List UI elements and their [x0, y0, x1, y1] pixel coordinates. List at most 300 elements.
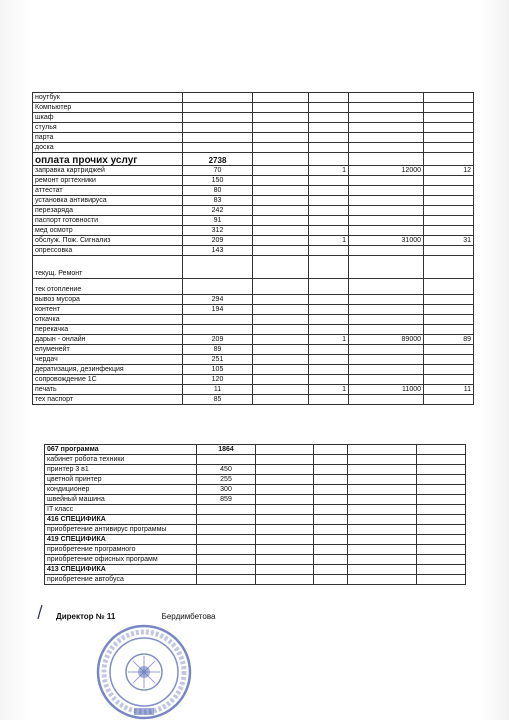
- table-cell: [309, 93, 349, 103]
- table-row: [33, 226, 474, 236]
- table-cell: [424, 143, 474, 153]
- table-cell: [253, 295, 309, 305]
- table-cell: кабинет робота техники: [45, 455, 197, 465]
- table-cell: [349, 375, 424, 385]
- table-cell: [424, 315, 474, 325]
- table-cell: текущ. Ремонт: [33, 256, 183, 279]
- table-cell: [424, 256, 474, 279]
- table-cell: [309, 375, 349, 385]
- table-cell: [349, 113, 424, 123]
- table-cell: [424, 365, 474, 375]
- table-cell: [349, 395, 424, 405]
- table-cell: [424, 153, 474, 166]
- table-cell: 105: [183, 365, 253, 375]
- table-cell: [253, 365, 309, 375]
- table-row: [33, 385, 474, 395]
- table-cell: [197, 555, 256, 565]
- table-cell: [309, 143, 349, 153]
- table-cell: [253, 186, 309, 196]
- table-cell: [197, 565, 256, 575]
- table-cell: [309, 103, 349, 113]
- table-row: [45, 545, 466, 555]
- table-cell: [424, 305, 474, 315]
- table-cell: [424, 103, 474, 113]
- table-cell: [349, 365, 424, 375]
- table-cell: 242: [183, 206, 253, 216]
- table-cell: [314, 535, 348, 545]
- table-cell: 1864: [197, 445, 256, 455]
- table-cell: [417, 495, 466, 505]
- table-row: [45, 515, 466, 525]
- table-cell: [349, 256, 424, 279]
- table-cell: [253, 133, 309, 143]
- table-cell: стулья: [33, 123, 183, 133]
- table-cell: 31000: [349, 236, 424, 246]
- table-cell: [253, 246, 309, 256]
- table-cell: аттестат: [33, 186, 183, 196]
- table-row: [45, 555, 466, 565]
- table-cell: оплата прочих услуг: [33, 153, 183, 166]
- table-cell: перекачка: [33, 325, 183, 335]
- table-cell: приобретение антивирус программы: [45, 525, 197, 535]
- table-cell: [253, 335, 309, 345]
- table-cell: ноутбук: [33, 93, 183, 103]
- table-cell: [309, 133, 349, 143]
- table-cell: печать: [33, 385, 183, 395]
- table-cell: кондиционер: [45, 485, 197, 495]
- table-cell: [253, 305, 309, 315]
- table-cell: 067 программа: [45, 445, 197, 455]
- table-cell: [183, 113, 253, 123]
- table-cell: [348, 515, 417, 525]
- table-cell: 294: [183, 295, 253, 305]
- table-cell: [253, 315, 309, 325]
- table-cell: [256, 555, 314, 565]
- table-cell: [424, 113, 474, 123]
- table-cell: 11000: [349, 385, 424, 395]
- table-cell: [349, 186, 424, 196]
- table-cell: [183, 325, 253, 335]
- table-cell: [253, 166, 309, 176]
- table-cell: [309, 395, 349, 405]
- table-cell: [256, 505, 314, 515]
- table-cell: [417, 575, 466, 585]
- table-row: [33, 236, 474, 246]
- table-cell: [349, 206, 424, 216]
- table-cell: 251: [183, 355, 253, 365]
- table-cell: [348, 555, 417, 565]
- table-cell: дарын - онлайн: [33, 335, 183, 345]
- table-row: [33, 113, 474, 123]
- table-cell: сопровождение 1С: [33, 375, 183, 385]
- table-row: [33, 123, 474, 133]
- table-cell: [348, 535, 417, 545]
- table-cell: [349, 216, 424, 226]
- table-cell: [424, 279, 474, 295]
- table-row: [33, 335, 474, 345]
- pen-mark: [36, 603, 56, 621]
- table-cell: 209: [183, 335, 253, 345]
- table-cell: [309, 295, 349, 305]
- table-cell: [424, 295, 474, 305]
- table-cell: дератизация, дезинфекция: [33, 365, 183, 375]
- table-cell: [349, 153, 424, 166]
- table-cell: [349, 295, 424, 305]
- table-cell: заправка картриджей: [33, 166, 183, 176]
- table-row: [45, 565, 466, 575]
- expenses-table: [32, 92, 474, 405]
- table-cell: обслуж. Пож. Сигнализ: [33, 236, 183, 246]
- table-cell: [256, 455, 314, 465]
- table-cell: 70: [183, 166, 253, 176]
- table-cell: 12: [424, 166, 474, 176]
- table-cell: [314, 475, 348, 485]
- table-cell: [424, 355, 474, 365]
- table-cell: 209: [183, 236, 253, 246]
- table-cell: [253, 256, 309, 279]
- table-cell: [253, 216, 309, 226]
- table-cell: [349, 355, 424, 365]
- table-cell: [253, 153, 309, 166]
- table-cell: контент: [33, 305, 183, 315]
- table-cell: приобретение офисных программ: [45, 555, 197, 565]
- table-row: [45, 445, 466, 455]
- table-row: [33, 216, 474, 226]
- table-row: [33, 395, 474, 405]
- table-cell: 300: [197, 485, 256, 495]
- table-cell: [183, 133, 253, 143]
- table-cell: [309, 305, 349, 315]
- table-cell: [424, 196, 474, 206]
- table-cell: парта: [33, 133, 183, 143]
- table-row: [33, 325, 474, 335]
- table-cell: Компьютер: [33, 103, 183, 113]
- table-cell: 413 СПЕЦИФИКА: [45, 565, 197, 575]
- table-cell: 12000: [349, 166, 424, 176]
- table-cell: [417, 445, 466, 455]
- table-cell: [417, 535, 466, 545]
- table-cell: [349, 123, 424, 133]
- table-row: [33, 186, 474, 196]
- table-row: [45, 455, 466, 465]
- table-cell: [348, 575, 417, 585]
- table-cell: [183, 93, 253, 103]
- table-cell: [348, 505, 417, 515]
- table-cell: 450: [197, 465, 256, 475]
- table-cell: [197, 515, 256, 525]
- table-cell: тек отопление: [33, 279, 183, 295]
- table-cell: [314, 465, 348, 475]
- table-row: [33, 196, 474, 206]
- table-cell: [424, 206, 474, 216]
- table-cell: [197, 455, 256, 465]
- table-cell: [183, 103, 253, 113]
- table-cell: [314, 575, 348, 585]
- table-cell: [424, 216, 474, 226]
- table-cell: [424, 226, 474, 236]
- table-cell: [314, 495, 348, 505]
- table-cell: приобретение автобуса: [45, 575, 197, 585]
- table-cell: [314, 455, 348, 465]
- table-cell: [309, 206, 349, 216]
- table-cell: [197, 535, 256, 545]
- table-cell: [424, 186, 474, 196]
- table-cell: 143: [183, 246, 253, 256]
- table-cell: [309, 226, 349, 236]
- table-cell: [424, 345, 474, 355]
- table-cell: мед осмотр: [33, 226, 183, 236]
- director-name: Бердимбетова: [161, 612, 216, 621]
- table-cell: 11: [183, 385, 253, 395]
- table-cell: [349, 246, 424, 256]
- table-cell: 11: [424, 385, 474, 395]
- table-cell: [256, 515, 314, 525]
- table-cell: [314, 505, 348, 515]
- table-cell: 1: [309, 385, 349, 395]
- table-cell: 91: [183, 216, 253, 226]
- table-cell: паспорт готовности: [33, 216, 183, 226]
- table-cell: [417, 465, 466, 475]
- table-cell: [309, 355, 349, 365]
- table-cell: принтер 3 в1: [45, 465, 197, 475]
- table-cell: [309, 153, 349, 166]
- table-cell: [349, 315, 424, 325]
- table-row: [33, 133, 474, 143]
- table-cell: [253, 113, 309, 123]
- table-cell: [309, 123, 349, 133]
- table-row: [33, 279, 474, 295]
- table-cell: [183, 256, 253, 279]
- table-cell: [424, 133, 474, 143]
- table-cell: откачка: [33, 315, 183, 325]
- table-cell: 312: [183, 226, 253, 236]
- table-cell: [309, 186, 349, 196]
- table-cell: [256, 485, 314, 495]
- table-cell: [417, 525, 466, 535]
- table-cell: [309, 315, 349, 325]
- table-cell: [183, 315, 253, 325]
- table-cell: [197, 505, 256, 515]
- table-cell: [424, 395, 474, 405]
- program-067-table: [44, 444, 466, 585]
- table-row: [45, 485, 466, 495]
- table-cell: [349, 196, 424, 206]
- table-row: [45, 575, 466, 585]
- table-cell: швейный машина: [45, 495, 197, 505]
- table-cell: [349, 176, 424, 186]
- table-cell: елуменейт: [33, 345, 183, 355]
- table-cell: [348, 485, 417, 495]
- table-cell: вывоз мусора: [33, 295, 183, 305]
- table-cell: шкаф: [33, 113, 183, 123]
- table-cell: чердач: [33, 355, 183, 365]
- table-cell: [256, 535, 314, 545]
- table-cell: [314, 545, 348, 555]
- table-cell: [314, 445, 348, 455]
- table-cell: [348, 445, 417, 455]
- table-cell: [424, 375, 474, 385]
- table-cell: [349, 279, 424, 295]
- table-row: [33, 375, 474, 385]
- table-cell: [309, 113, 349, 123]
- table-cell: [417, 505, 466, 515]
- table-row: [33, 143, 474, 153]
- table-cell: 89: [424, 335, 474, 345]
- table-row: [45, 475, 466, 485]
- table-row: [33, 93, 474, 103]
- table-cell: 120: [183, 375, 253, 385]
- table-cell: [348, 545, 417, 555]
- table-cell: [417, 515, 466, 525]
- table-row: [33, 153, 474, 166]
- table-cell: [348, 465, 417, 475]
- table-cell: [314, 565, 348, 575]
- table-cell: 194: [183, 305, 253, 315]
- official-seal-stamp: [88, 612, 200, 720]
- table-cell: [349, 93, 424, 103]
- table-cell: цветной принтер: [45, 475, 197, 485]
- director-label: Директор № 11: [56, 612, 116, 621]
- table-cell: [314, 515, 348, 525]
- table-cell: [349, 226, 424, 236]
- table-cell: доска: [33, 143, 183, 153]
- table-cell: [256, 445, 314, 455]
- table-row: [33, 295, 474, 305]
- table-cell: [197, 525, 256, 535]
- table-cell: 859: [197, 495, 256, 505]
- table-cell: [309, 216, 349, 226]
- table-cell: 416 СПЕЦИФИКА: [45, 515, 197, 525]
- table-cell: 89000: [349, 335, 424, 345]
- table-cell: [253, 355, 309, 365]
- table-cell: [417, 475, 466, 485]
- table-cell: [253, 196, 309, 206]
- table-cell: [253, 375, 309, 385]
- table-cell: [197, 545, 256, 555]
- table-cell: [314, 555, 348, 565]
- table-cell: [349, 133, 424, 143]
- table-cell: [424, 246, 474, 256]
- table-cell: [314, 525, 348, 535]
- table-cell: [309, 365, 349, 375]
- table-row: [45, 535, 466, 545]
- table-cell: [349, 345, 424, 355]
- table-cell: [256, 475, 314, 485]
- table-row: [33, 315, 474, 325]
- table-cell: [309, 196, 349, 206]
- table-row: [45, 525, 466, 535]
- table-cell: 1: [309, 236, 349, 246]
- table-cell: ремонт оргтехники: [33, 176, 183, 186]
- table-cell: опрессовка: [33, 246, 183, 256]
- table-cell: [349, 325, 424, 335]
- table-cell: 2738: [183, 153, 253, 166]
- table-cell: [253, 103, 309, 113]
- table-cell: [309, 176, 349, 186]
- table-cell: [253, 143, 309, 153]
- table-row: [33, 305, 474, 315]
- table-cell: [253, 93, 309, 103]
- table-cell: 85: [183, 395, 253, 405]
- table-cell: [309, 246, 349, 256]
- table-cell: IT класс: [45, 505, 197, 515]
- table-cell: [417, 455, 466, 465]
- table-cell: перезаряда: [33, 206, 183, 216]
- table-cell: 80: [183, 186, 253, 196]
- table-row: [45, 495, 466, 505]
- table-cell: [424, 325, 474, 335]
- table-cell: [256, 545, 314, 555]
- table-cell: 419 СПЕЦИФИКА: [45, 535, 197, 545]
- table-cell: [197, 575, 256, 585]
- table-cell: 1: [309, 335, 349, 345]
- table-row: [33, 355, 474, 365]
- table-cell: [309, 345, 349, 355]
- table-cell: [183, 143, 253, 153]
- table-cell: [348, 455, 417, 465]
- table-cell: [349, 305, 424, 315]
- table-cell: [253, 325, 309, 335]
- table-cell: [256, 565, 314, 575]
- table-cell: [349, 103, 424, 113]
- table-cell: [349, 143, 424, 153]
- table-cell: [253, 395, 309, 405]
- table-row: [45, 465, 466, 475]
- table-cell: [348, 495, 417, 505]
- table-cell: [253, 206, 309, 216]
- table-cell: [253, 345, 309, 355]
- table-cell: установка антивируса: [33, 196, 183, 206]
- table-cell: [253, 236, 309, 246]
- table-cell: [348, 525, 417, 535]
- table-row: [33, 206, 474, 216]
- table-cell: [309, 256, 349, 279]
- table-cell: [256, 495, 314, 505]
- table-cell: тех паспорт: [33, 395, 183, 405]
- table-cell: [183, 279, 253, 295]
- table-row: [33, 166, 474, 176]
- table-cell: 150: [183, 176, 253, 186]
- table-row: [33, 365, 474, 375]
- table-cell: [348, 475, 417, 485]
- table-cell: [417, 555, 466, 565]
- table-cell: [417, 545, 466, 555]
- table-cell: 255: [197, 475, 256, 485]
- table-cell: [256, 575, 314, 585]
- table-cell: [256, 465, 314, 475]
- table-cell: [253, 123, 309, 133]
- table-row: [33, 256, 474, 279]
- table-cell: [424, 123, 474, 133]
- table-cell: приобретение програмного: [45, 545, 197, 555]
- table-row: [45, 505, 466, 515]
- table-cell: [417, 565, 466, 575]
- table-cell: 31: [424, 236, 474, 246]
- table-cell: [253, 385, 309, 395]
- table-cell: [348, 565, 417, 575]
- table-row: [33, 345, 474, 355]
- table-cell: [417, 485, 466, 495]
- table-row: [33, 103, 474, 113]
- table-cell: [253, 176, 309, 186]
- table-cell: [256, 525, 314, 535]
- table-row: [33, 176, 474, 186]
- table-cell: 89: [183, 345, 253, 355]
- table-cell: [424, 93, 474, 103]
- table-cell: [309, 279, 349, 295]
- table-cell: [253, 226, 309, 236]
- table-cell: [253, 279, 309, 295]
